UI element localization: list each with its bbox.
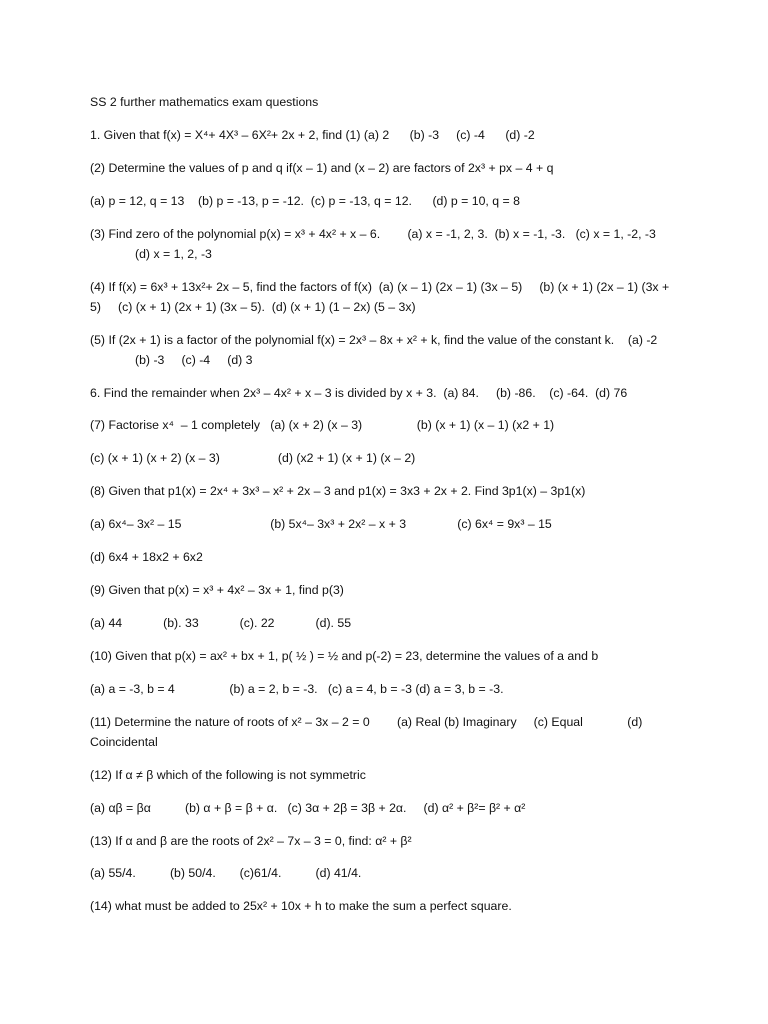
question-12-options: (a) αβ = βα (b) α + β = β + α. (c) 3α + 2β = 3β + 2α. (d) α² + β²= β² + α² (90, 801, 526, 815)
question-4-continued: 5) (c) (x + 1) (2x + 1) (3x – 5). (d) (x + 1) (1 – 2x) (5 – 3x) (90, 300, 416, 314)
question-2-options: (a) p = 12, q = 13 (b) p = -13, p = -12. (c) p = -13, q = 12. (d) p = 10, q = 8 (90, 194, 520, 208)
question-5: (5) If (2x + 1) is a factor of the polynomial f(x) = 2x³ – 8x + x² + k, find the value of the constant k. (a) -2 (90, 333, 658, 347)
question-14: (14) what must be added to 25x² + 10x + h to make the sum a perfect square. (90, 899, 512, 913)
question-11: (11) Determine the nature of roots of x² – 3x – 2 = 0 (a) Real (b) Imaginary (c) Equal (d) (90, 715, 643, 729)
question-10-options: (a) a = -3, b = 4 (b) a = 2, b = -3. (c) a = 4, b = -3 (d) a = 3, b = -3. (90, 682, 504, 696)
document-title: SS 2 further mathematics exam questions (90, 95, 319, 109)
question-9-options: (a) 44 (b). 33 (c). 22 (d). 55 (90, 616, 352, 630)
question-13-options: (a) 55/4. (b) 50/4. (c)61/4. (d) 41/4. (90, 866, 362, 880)
question-2: (2) Determine the values of p and q if(x – 1) and (x – 2) are factors of 2x³ + px – 4 + q (90, 161, 554, 175)
question-8-option-d: (d) 6x4 + 18x2 + 6x2 (90, 550, 203, 564)
question-13: (13) If α and β are the roots of 2x² – 7x – 3 = 0, find: α² + β² (90, 834, 412, 848)
question-5-options: (b) -3 (c) -4 (d) 3 (135, 353, 253, 367)
question-9: (9) Given that p(x) = x³ + 4x² – 3x + 1, find p(3) (90, 583, 344, 597)
question-11-continued: Coincidental (90, 735, 158, 749)
question-10: (10) Given that p(x) = ax² + bx + 1, p( ½ ) = ½ and p(-2) = 23, determine the values of a and b (90, 649, 599, 663)
question-3-option-d: (d) x = 1, 2, -3 (135, 247, 212, 261)
question-8-options: (a) 6x⁴– 3x² – 15 (b) 5x⁴– 3x³ + 2x² – x + 3 (c) 6x⁴ = 9x³ – 15 (90, 517, 552, 531)
question-7-options: (c) (x + 1) (x + 2) (x – 3) (d) (x2 + 1) (x + 1) (x – 2) (90, 451, 416, 465)
question-7: (7) Factorise x⁴ – 1 completely (a) (x + 2) (x – 3) (b) (x + 1) (x – 1) (x2 + 1) (90, 418, 555, 432)
question-3: (3) Find zero of the polynomial p(x) = x³ + 4x² + x – 6. (a) x = -1, 2, 3. (b) x = -1, -3. (c) x = 1, -2, -3 (90, 227, 656, 241)
question-1: 1. Given that f(x) = X⁴+ 4X³ – 6X²+ 2x + 2, find (1) (a) 2 (b) -3 (c) -4 (d) -2 (90, 128, 535, 142)
question-4: (4) If f(x) = 6x³ + 13x²+ 2x – 5, find the factors of f(x) (a) (x – 1) (2x – 1) (3x – 5) (b) (x + 1) (2x – 1) (3x + (90, 280, 670, 294)
question-12: (12) If α ≠ β which of the following is not symmetric (90, 768, 366, 782)
question-8: (8) Given that p1(x) = 2x⁴ + 3x³ – x² + 2x – 3 and p1(x) = 3x3 + 2x + 2. Find 3p1(x) – 3p1(x) (90, 484, 586, 498)
question-6: 6. Find the remainder when 2x³ – 4x² + x – 3 is divided by x + 3. (a) 84. (b) -86. (c) -64. (d) 76 (90, 386, 628, 400)
